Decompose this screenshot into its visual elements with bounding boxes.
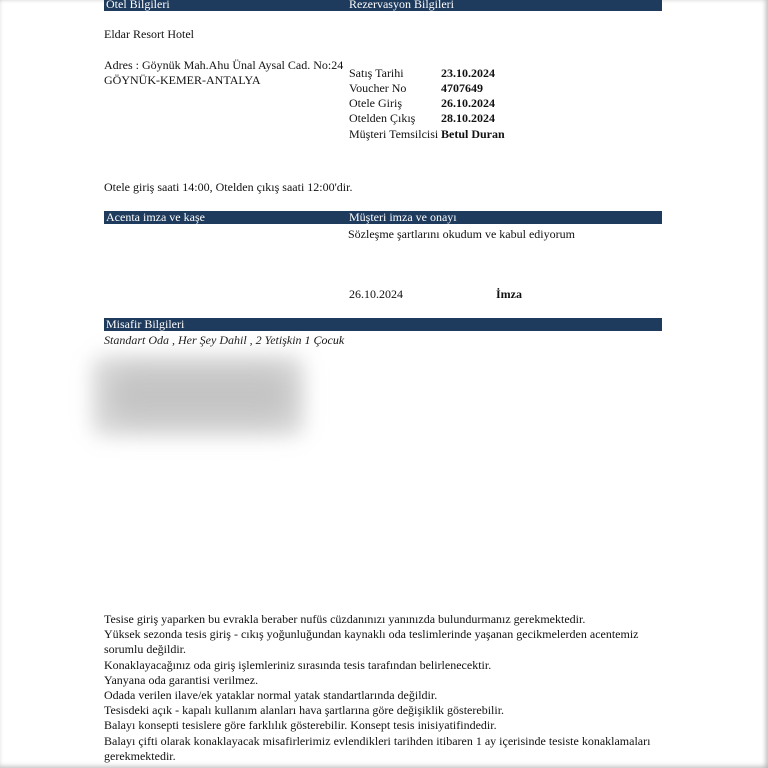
note-line: Yüksek sezonda tesis giriş - cıkış yoğunluğundan kaynaklı oda teslimlerinde yaşanan gecikmelerden acentemiz sorumlu değildir. xyxy=(104,627,639,657)
customer-signature-title: Müşteri imza ve onayı xyxy=(349,210,457,224)
hotel-address-line2: GÖYNÜK-KEMER-ANTALYA xyxy=(104,73,261,87)
reservation-label: Otelden Çıkış xyxy=(349,111,416,125)
checkin-note: Otele giriş saati 14:00, Otelden çıkış saati 12:00'dir. xyxy=(104,180,353,194)
guest-info-header-bar xyxy=(104,318,662,331)
reservation-label: Satış Tarihi xyxy=(349,66,404,80)
reservation-value: 26.10.2024 xyxy=(441,96,495,110)
blurred-guest-names-inner xyxy=(110,370,290,420)
reservation-label: Otele Giriş xyxy=(349,96,402,110)
note-line: Balayı çifti olarak konaklayacak misafirlerimiz evlendikleri tarihden itibaren 1 ay içerisinde tesiste konaklamaları gerekmektedir. xyxy=(104,733,651,763)
reservation-label: Voucher No xyxy=(349,81,407,95)
note-line: Odada verilen ilave/ek yataklar normal yatak standartlarında değildir. xyxy=(104,688,438,703)
hotel-address-line1: Adres : Göynük Mah.Ahu Ünal Aysal Cad. No:24 xyxy=(104,58,344,72)
reservation-value: 4707649 xyxy=(441,81,483,95)
note-line: Tesise giriş yaparken bu evrakla beraber nufüs cüzdanınızı yanınızda bulundurmanız gerekmektedir. xyxy=(104,612,586,626)
hotel-reservation-header-bar xyxy=(104,0,662,11)
note-line: Balayı konsepti tesislere göre farklılık gösterebilir. Konsept tesis inisiyatifindedir. xyxy=(104,718,497,733)
agreement-text: Sözleşme şartlarını okudum ve kabul ediyorum xyxy=(348,227,575,241)
terms-notes xyxy=(104,612,664,764)
reservation-value: 23.10.2024 xyxy=(441,66,495,80)
reservation-section-title: Rezervasyon Bilgileri xyxy=(349,0,454,11)
signature-header-bar xyxy=(104,211,662,224)
hotel-section-title: Otel Bilgileri xyxy=(106,0,170,11)
note-line: Konaklayacağınız oda giriş işlemleriniz sırasında tesis tarafından belirlenecektir. xyxy=(104,657,492,672)
hotel-name: Eldar Resort Hotel xyxy=(104,27,194,41)
signature-label: İmza xyxy=(496,287,522,301)
reservation-value: 28.10.2024 xyxy=(441,111,495,125)
room-info: Standart Oda , Her Şey Dahil , 2 Yetişkin 1 Çocuk xyxy=(104,333,345,347)
reservation-label: Müşteri Temsilcisi xyxy=(349,127,439,141)
note-line: Yanyana oda garantisi verilmez. xyxy=(104,672,259,687)
reservation-value: Betul Duran xyxy=(441,127,505,141)
guest-info-title: Misafir Bilgileri xyxy=(106,317,185,331)
agency-signature-title: Acenta imza ve kaşe xyxy=(106,210,205,224)
note-line: Tesisdeki açık - kapalı kullanım alanları hava şartlarına göre değişiklik gösterebilir. xyxy=(104,703,505,718)
signature-date: 26.10.2024 xyxy=(349,287,403,301)
